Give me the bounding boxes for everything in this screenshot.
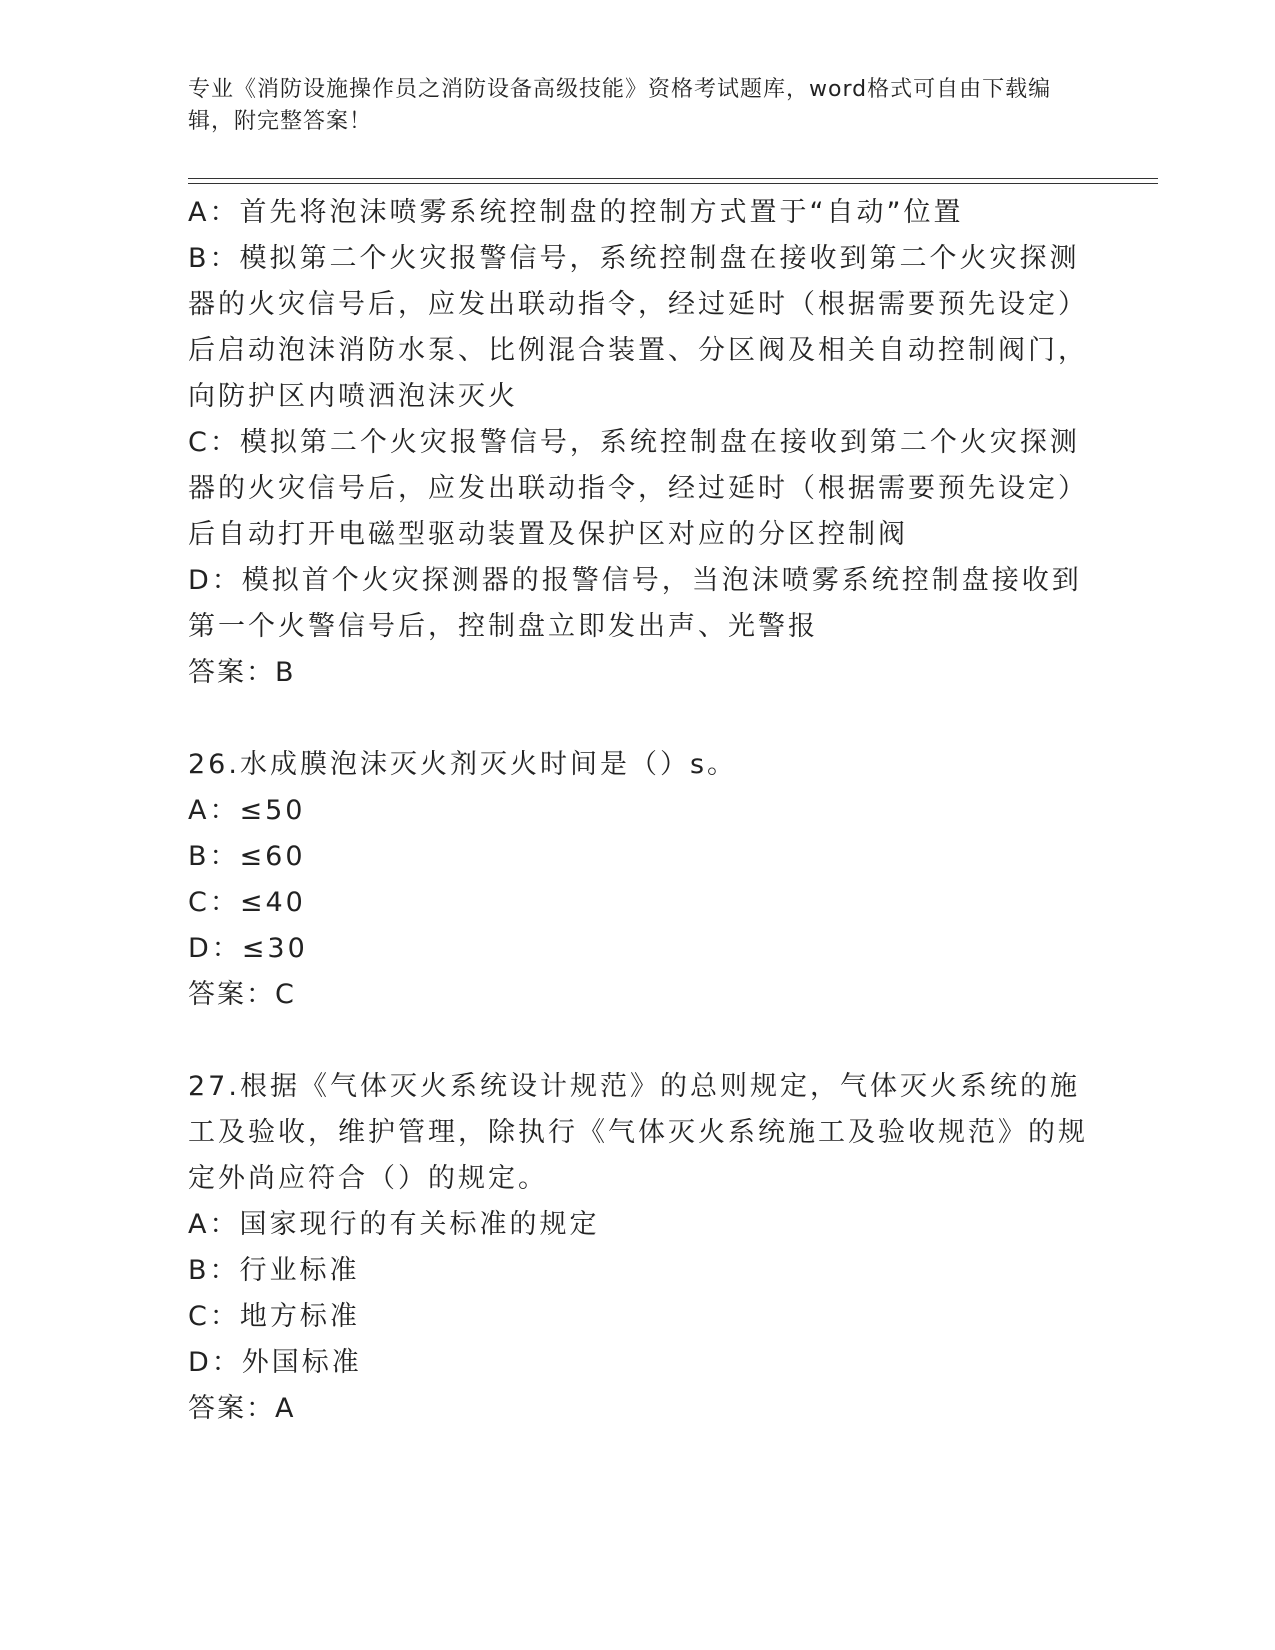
question-26-block	[188, 742, 1088, 1018]
option-b: B：行业标准	[188, 1255, 360, 1286]
answer-line: 答案：A	[188, 1393, 296, 1424]
document-body	[188, 190, 1088, 1432]
option-a: A：国家现行的有关标准的规定	[188, 1209, 600, 1240]
answer-line: 答案：B	[188, 657, 296, 688]
spacer	[188, 696, 1088, 742]
question-text: 27.根据《气体灭火系统设计规范》的总则规定，气体灭火系统的施工及验收，维护管理，除执行《气体灭火系统施工及验收规范》的规定外尚应符合（）的规定。	[188, 1071, 1088, 1194]
option-a: A：≤50	[188, 795, 306, 826]
question-27-block	[188, 1064, 1088, 1432]
option-d: D：≤30	[188, 933, 308, 964]
option-c: C：地方标准	[188, 1301, 360, 1332]
spacer	[188, 1018, 1088, 1064]
document-header: 专业《消防设施操作员之消防设备高级技能》资格考试题库，word格式可自由下载编辑，附完整答案！	[188, 77, 1052, 134]
question-25-block	[188, 190, 1088, 696]
header-divider	[188, 178, 1158, 184]
option-b: B：模拟第二个火灾报警信号，系统控制盘在接收到第二个火灾探测器的火灾信号后，应发出联动指令，经过延时（根据需要预先设定）后启动泡沫消防水泵、比例混合装置、分区阀及相关自动控制阀门，向防护区内喷洒泡沫灭火	[188, 243, 1088, 412]
option-c: C：≤40	[188, 887, 306, 918]
option-a: A：首先将泡沫喷雾系统控制盘的控制方式置于“自动”位置	[188, 197, 964, 228]
question-text: 26.水成膜泡沫灭火剂灭火时间是（）s。	[188, 749, 738, 780]
option-d: D：模拟首个火灾探测器的报警信号，当泡沫喷雾系统控制盘接收到第一个火警信号后，控制盘立即发出声、光警报	[188, 565, 1082, 642]
answer-line: 答案：C	[188, 979, 296, 1010]
option-b: B：≤60	[188, 841, 306, 872]
option-c: C：模拟第二个火灾报警信号，系统控制盘在接收到第二个火灾探测器的火灾信号后，应发出联动指令，经过延时（根据需要预先设定）后自动打开电磁型驱动装置及保护区对应的分区控制阀	[188, 427, 1088, 550]
option-d: D：外国标准	[188, 1347, 362, 1378]
